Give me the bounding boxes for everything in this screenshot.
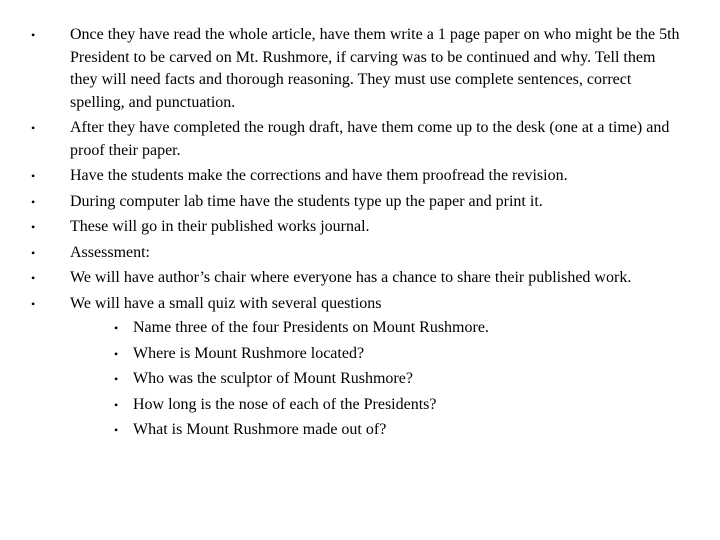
lesson-plan-list <box>0 24 720 445</box>
bullet-icon: • <box>31 296 36 311</box>
list-item-text: During computer lab time have the students type up the paper and print it. <box>70 192 543 210</box>
bullet-icon: • <box>31 245 36 260</box>
quiz-question-text: Name three of the four Presidents on Mount Rushmore. <box>133 319 489 336</box>
list-item-text: These will go in their published works journal. <box>70 218 370 235</box>
bullet-icon: • <box>31 194 36 209</box>
bullet-icon: • <box>31 121 36 135</box>
bullet-icon: • <box>114 346 119 361</box>
quiz-question <box>70 419 680 442</box>
list-item <box>0 24 680 114</box>
list-item-text: We will have author’s chair where everyone has a chance to share their published work. <box>70 269 632 286</box>
bullet-icon: • <box>31 169 36 183</box>
list-item <box>0 191 680 214</box>
list-item-text: We will have a small quiz with several questions <box>70 294 382 312</box>
list-item-text: Assessment: <box>70 243 150 261</box>
list-item <box>0 242 680 265</box>
quiz-question-text: Where is Mount Rushmore located? <box>133 344 365 362</box>
bullet-icon: • <box>114 423 119 437</box>
list-item-text: After they have completed the rough draft, have them come up to the desk (one at a time) and proof their paper. <box>70 119 670 159</box>
quiz-question <box>70 343 680 366</box>
list-item <box>0 216 680 239</box>
quiz-question <box>70 317 680 340</box>
list-item <box>0 165 680 188</box>
bullet-icon: • <box>114 372 119 386</box>
bullet-icon: • <box>31 271 36 285</box>
quiz-question-text: Who was the sculptor of Mount Rushmore? <box>133 370 413 387</box>
list-item <box>0 293 680 442</box>
bullet-icon: • <box>114 321 119 335</box>
bullet-icon: • <box>114 397 119 412</box>
bullet-icon: • <box>31 220 36 234</box>
quiz-question-text: What is Mount Rushmore made out of? <box>133 421 387 438</box>
list-item-text: Once they have read the whole article, have them write a 1 page paper on who might be the 5th President to be carved on Mt. Rushmore, if carving was to be continued and why. Tell them they will need facts and thorough reasoning. They must use complete sentences, correct spelling, and punctuation. <box>70 26 680 111</box>
bullet-icon: • <box>31 28 36 42</box>
list-item-text: Have the students make the corrections and have them proofread the revision. <box>70 167 568 184</box>
quiz-question-list <box>70 317 680 442</box>
quiz-question <box>70 394 680 417</box>
list-item <box>0 117 680 162</box>
list-item <box>0 267 680 290</box>
quiz-question-text: How long is the nose of each of the Presidents? <box>133 395 437 413</box>
quiz-question <box>70 368 680 391</box>
